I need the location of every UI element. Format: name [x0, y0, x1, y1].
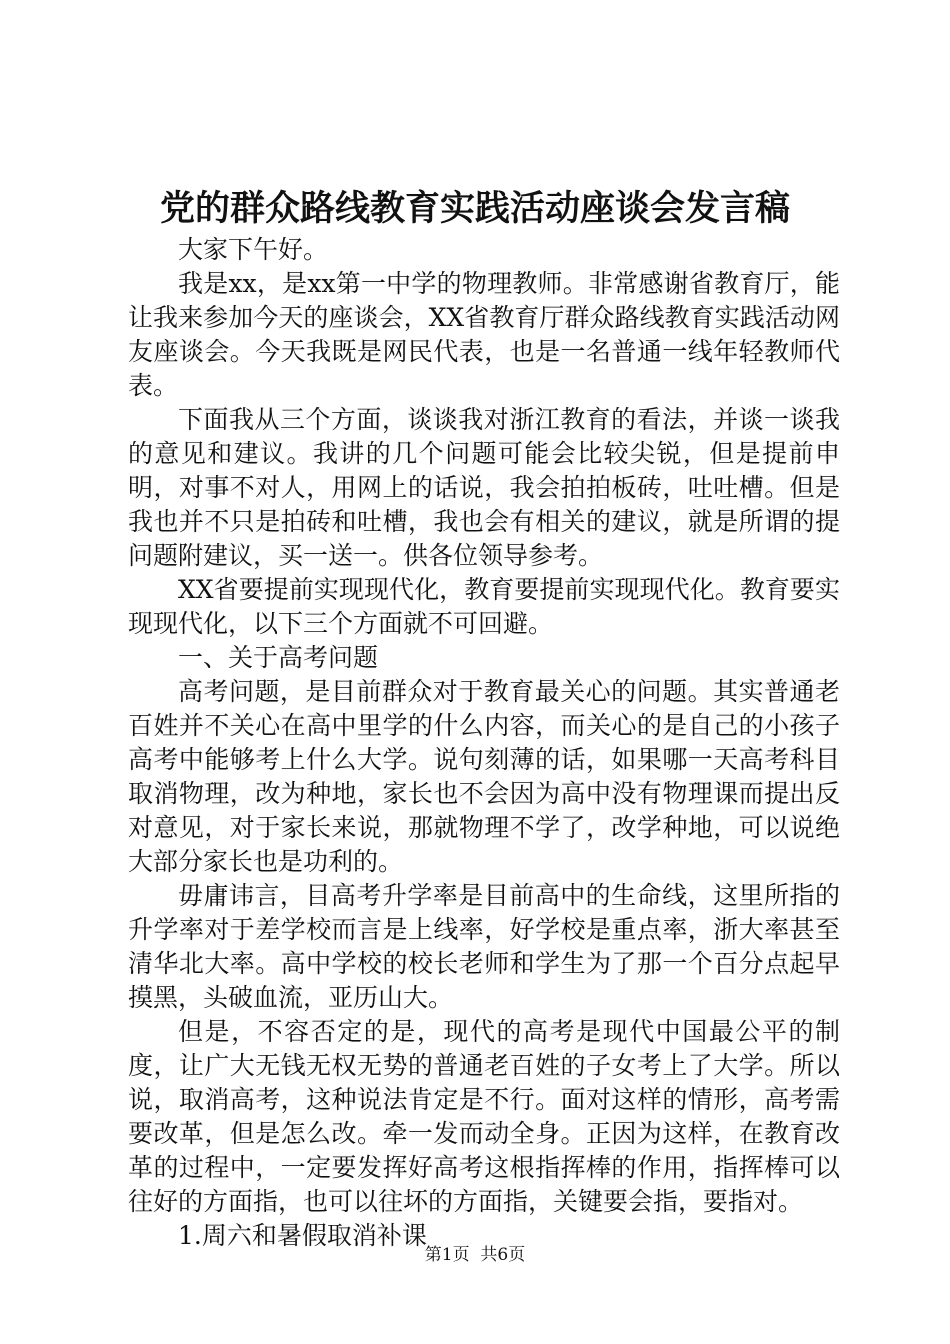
paragraph-introduction: 我是xx，是xx第一中学的物理教师。非常感谢省教育厅，能让我来参加今天的座谈会，XX省教育厅群众路线教育实践活动网友座谈会。今天我既是网民代表，也是一名普通一线年轻教师代表。 — [128, 269, 840, 400]
document-body — [128, 233, 840, 1253]
paragraph-modernization: XX省要提前实现现代化，教育要提前实现现代化。教育要实现现代化，以下三个方面就不可回避。 — [128, 575, 840, 638]
paragraph-greeting: 大家下午好。 — [178, 235, 329, 264]
paragraph-gaokao-concern: 高考问题，是目前群众对于教育最关心的问题。其实普通老百姓并不关心在高中里学的什么内容，而关心的是自己的小孩子高考中能够考上什么大学。说句刻薄的话，如果哪一天高考科目取消物理，改为种地，家长也不会因为高中没有物理课而提出反对意见，对于家长来说，那就物理不学了，改学种地，可以说绝大部分家长也是功利的。 — [128, 677, 840, 876]
section-heading-gaokao: 一、关于高考问题 — [178, 643, 379, 672]
page-number: 第1页 — [424, 1245, 470, 1265]
document-title: 党的群众路线教育实践活动座谈会发言稿 — [159, 188, 790, 229]
page-total: 共6页 — [480, 1245, 526, 1265]
subheading-cancel-tutoring: 1.周六和暑假取消补课 — [178, 1221, 427, 1250]
footer-gap — [470, 1245, 481, 1265]
paragraph-gaokao-reform: 但是，不容否定的是，现代的高考是现代中国最公平的制度，让广大无钱无权无势的普通老百姓的子女考上了大学。所以说，取消高考，这种说法肯定是不行。面对这样的情形，高考需要改革，但是怎么改。牵一发而动全身。正因为这样，在教育改革的过程中，一定要发挥好高考这根指挥棒的作用，指挥棒可以往好的方面指，也可以往坏的方面指，关键要会指，要指对。 — [128, 1017, 840, 1216]
paragraph-outline: 下面我从三个方面，谈谈我对浙江教育的看法，并谈一谈我的意见和建议。我讲的几个问题可能会比较尖锐，但是提前申明，对事不对人，用网上的话说，我会拍拍板砖，吐吐槽。但是我也并不只是拍砖和吐槽，我也会有相关的建议，就是所谓的提问题附建议，买一送一。供各位领导参考。 — [128, 405, 840, 570]
paragraph-admission-rate: 毋庸讳言，目高考升学率是目前高中的生命线，这里所指的升学率对于差学校而言是上线率，好学校是重点率，浙大率甚至清华北大率。高中学校的校长老师和学生为了那一个百分点起早摸黑，头破血流，亚历山大。 — [128, 881, 840, 1012]
page-footer — [0, 1244, 950, 1266]
